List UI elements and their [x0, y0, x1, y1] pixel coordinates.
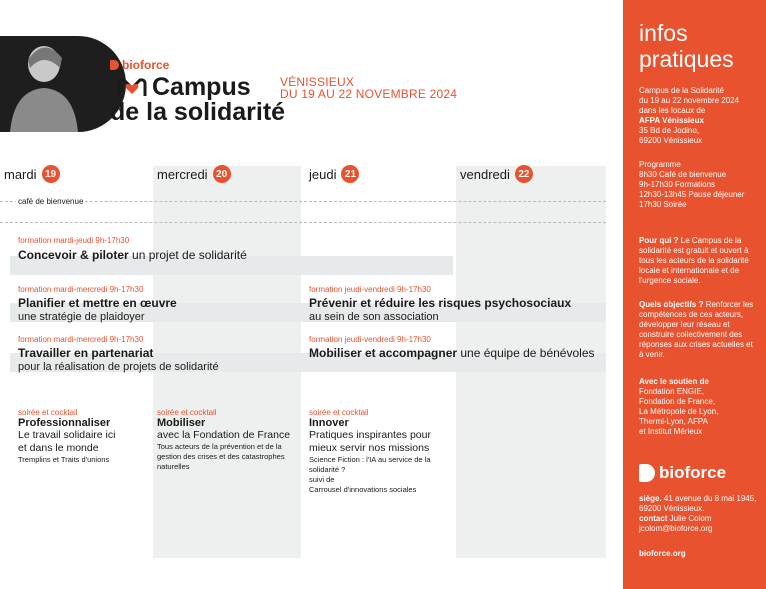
evening-time: soirée et cocktail: [18, 408, 78, 417]
info-line: Programme: [639, 160, 681, 169]
info-line: 17h30 Soirée: [639, 200, 687, 209]
day-name: jeudi: [309, 166, 337, 182]
day-name: vendredi: [460, 166, 510, 182]
info-line: l'urgence sociale.: [639, 276, 701, 285]
session-time: formation jeudi-vendredi 9h-17h30: [309, 335, 431, 344]
info-line: [639, 300, 753, 310]
day-number-badge: 19: [42, 165, 60, 183]
programme-info: [639, 160, 744, 210]
objectives-info: [639, 300, 753, 360]
venue-info: [639, 86, 739, 146]
info-text: Le Campus de la: [678, 236, 742, 245]
session-time: formation mardi-mercredi 9h-17h30: [18, 335, 144, 344]
info-line: 35 Bd de Jodino,: [639, 126, 700, 135]
day-header-mardi: [4, 165, 60, 183]
info-label: Avec le soutien de: [639, 377, 709, 386]
session-title: [18, 248, 247, 262]
sidebar-bioforce-logo: [639, 464, 726, 482]
info-line: à venir.: [639, 350, 665, 359]
info-text: Renforcer les: [703, 300, 754, 309]
evening-title: Professionnaliser: [18, 417, 111, 429]
info-text: Julie Colom: [667, 514, 712, 523]
evening-title: Mobiliser: [157, 417, 206, 429]
evening-note: suivi de: [309, 475, 335, 484]
info-line: AFPA Vénissieux: [639, 116, 704, 125]
session-title-rest: un projet de solidarité: [128, 248, 247, 262]
session-subtitle: au sein de son association: [309, 311, 439, 323]
info-line: 69200 Vénissieux: [639, 136, 703, 145]
info-line: Fondation ENGIE,: [639, 387, 704, 396]
welcome-label: café de bienvenue: [18, 197, 84, 206]
info-label: Pour qui ?: [639, 236, 679, 245]
session-subtitle: pour la réalisation de projets de solidarité: [18, 361, 219, 373]
day-header-mercredi: [157, 165, 231, 183]
info-line: [639, 494, 756, 504]
title-campus: Campus: [152, 73, 251, 101]
info-line: Campus de la Solidarité: [639, 86, 724, 95]
evening-note: naturelles: [157, 462, 190, 471]
day-name: mercredi: [157, 166, 208, 182]
day-header-vendredi: [460, 165, 533, 183]
session-title-bold: Mobiliser et accompagner: [309, 346, 458, 360]
info-label: siège.: [639, 494, 662, 503]
info-line: La Métropole de Lyon,: [639, 407, 719, 416]
info-line: 69200 Vénissieux.: [639, 504, 705, 513]
page-title-line2: de la solidarité: [110, 98, 286, 126]
venue-dates: [280, 76, 457, 100]
day-header-jeudi: [309, 165, 359, 183]
info-line: locale et internationale et de: [639, 266, 740, 275]
evening-note: gestion des crises et des catastrophes: [157, 452, 285, 461]
contact-email[interactable]: jcolom@bioforce.org: [639, 524, 713, 533]
info-text: 41 avenue du 8 mai 1945,: [661, 494, 757, 503]
welcome-divider: [0, 201, 606, 202]
evening-subtitle: Pratiques inspirantes pour: [309, 429, 431, 441]
info-line: dans les locaux de: [639, 106, 706, 115]
evening-note: solidarité ?: [309, 465, 346, 474]
evening-subtitle: Le travail solidaire ici: [18, 429, 116, 441]
day-number-badge: 21: [341, 165, 359, 183]
info-line: développer leur réseau et: [639, 320, 730, 329]
evening-note: Tremplins et Traits d'unions: [18, 455, 110, 464]
bioforce-logo: [110, 58, 169, 72]
info-line: [639, 514, 756, 524]
info-line: construire collectivement des: [639, 330, 743, 339]
info-line: 9h-17h30 Formations: [639, 180, 716, 189]
supporters-info: [639, 377, 718, 437]
contact-info: [639, 494, 756, 534]
day-name: mardi: [4, 166, 37, 182]
session-title: Planifier et mettre en œuvre: [18, 296, 177, 310]
info-line: [639, 236, 749, 246]
info-line: 12h30-13h45 Pause déjeuner: [639, 190, 745, 199]
sidebar-heading-line2: pratiques: [639, 46, 734, 72]
info-line: compétences de ces acteurs,: [639, 310, 744, 319]
session-title-rest: une équipe de bénévoles: [457, 346, 595, 360]
session-time: formation jeudi-vendredi 9h-17h30: [309, 285, 431, 294]
evening-subtitle: mieux servir nos missions: [309, 442, 430, 454]
heart-hands-icon: [116, 76, 148, 98]
evening-subtitle: et dans le monde: [18, 442, 99, 454]
info-line: Fondation de France,: [639, 397, 716, 406]
evening-event-mercredi: [157, 408, 290, 472]
session-title: [309, 346, 595, 360]
session-title: Prévenir et réduire les risques psychosociaux: [309, 296, 572, 310]
bioforce-b-icon: [110, 60, 119, 70]
session-time: formation mardi-mercredi 9h-17h30: [18, 285, 144, 294]
evening-note: Science Fiction : l'IA au service de la: [309, 455, 431, 464]
info-line: Thermi-Lyon, AFPA: [639, 417, 708, 426]
info-label: Quels objectifs ?: [639, 300, 704, 309]
info-line: du 19 au 22 novembre 2024: [639, 96, 740, 105]
brand-name: bioforce: [122, 58, 170, 72]
info-line: tous les acteurs de la solidarité: [639, 256, 749, 265]
day-number-badge: 20: [213, 165, 231, 183]
evening-event-mardi: [18, 408, 115, 465]
portrait-photo: [4, 38, 84, 132]
info-label: contact: [639, 514, 668, 523]
session-subtitle: une stratégie de plaidoyer: [18, 311, 145, 323]
session-title-bold: Concevoir & piloter: [18, 248, 129, 262]
evening-subtitle: avec la Fondation de France: [157, 429, 291, 441]
page-title-line1: [116, 74, 251, 100]
sidebar-logo-text: bioforce: [659, 463, 727, 482]
info-line: 8h30 Café de bienvenue: [639, 170, 727, 179]
sidebar-heading: [639, 20, 734, 72]
session-time: formation mardi-jeudi 9h-17h30: [18, 236, 130, 245]
session-title: Travailler en partenariat: [18, 346, 154, 360]
info-line: solidarité est gratuit et ouvert à: [639, 246, 749, 255]
info-line: et Institut Mérieux: [639, 427, 703, 436]
venue-city: VÉNISSIEUX: [280, 75, 355, 89]
website-link[interactable]: bioforce.org: [639, 549, 686, 558]
evening-note: Tous acteurs de la prévention et de la: [157, 442, 282, 451]
event-dates: DU 19 AU 22 NOVEMBRE 2024: [280, 87, 458, 101]
day-number-badge: 22: [515, 165, 533, 183]
evening-note: Carrousel d'innovations sociales: [309, 485, 417, 494]
evening-title: Innover: [309, 417, 349, 429]
morning-divider: [0, 222, 606, 223]
bioforce-b-icon: [639, 464, 655, 482]
evening-event-jeudi: [309, 408, 431, 495]
sidebar-heading-line1: infos: [639, 20, 688, 46]
audience-info: [639, 236, 749, 286]
info-sidebar: [623, 0, 766, 589]
evening-time: soirée et cocktail: [157, 408, 217, 417]
info-line: réponses aux crises actuelles et: [639, 340, 753, 349]
evening-time: soirée et cocktail: [309, 408, 369, 417]
